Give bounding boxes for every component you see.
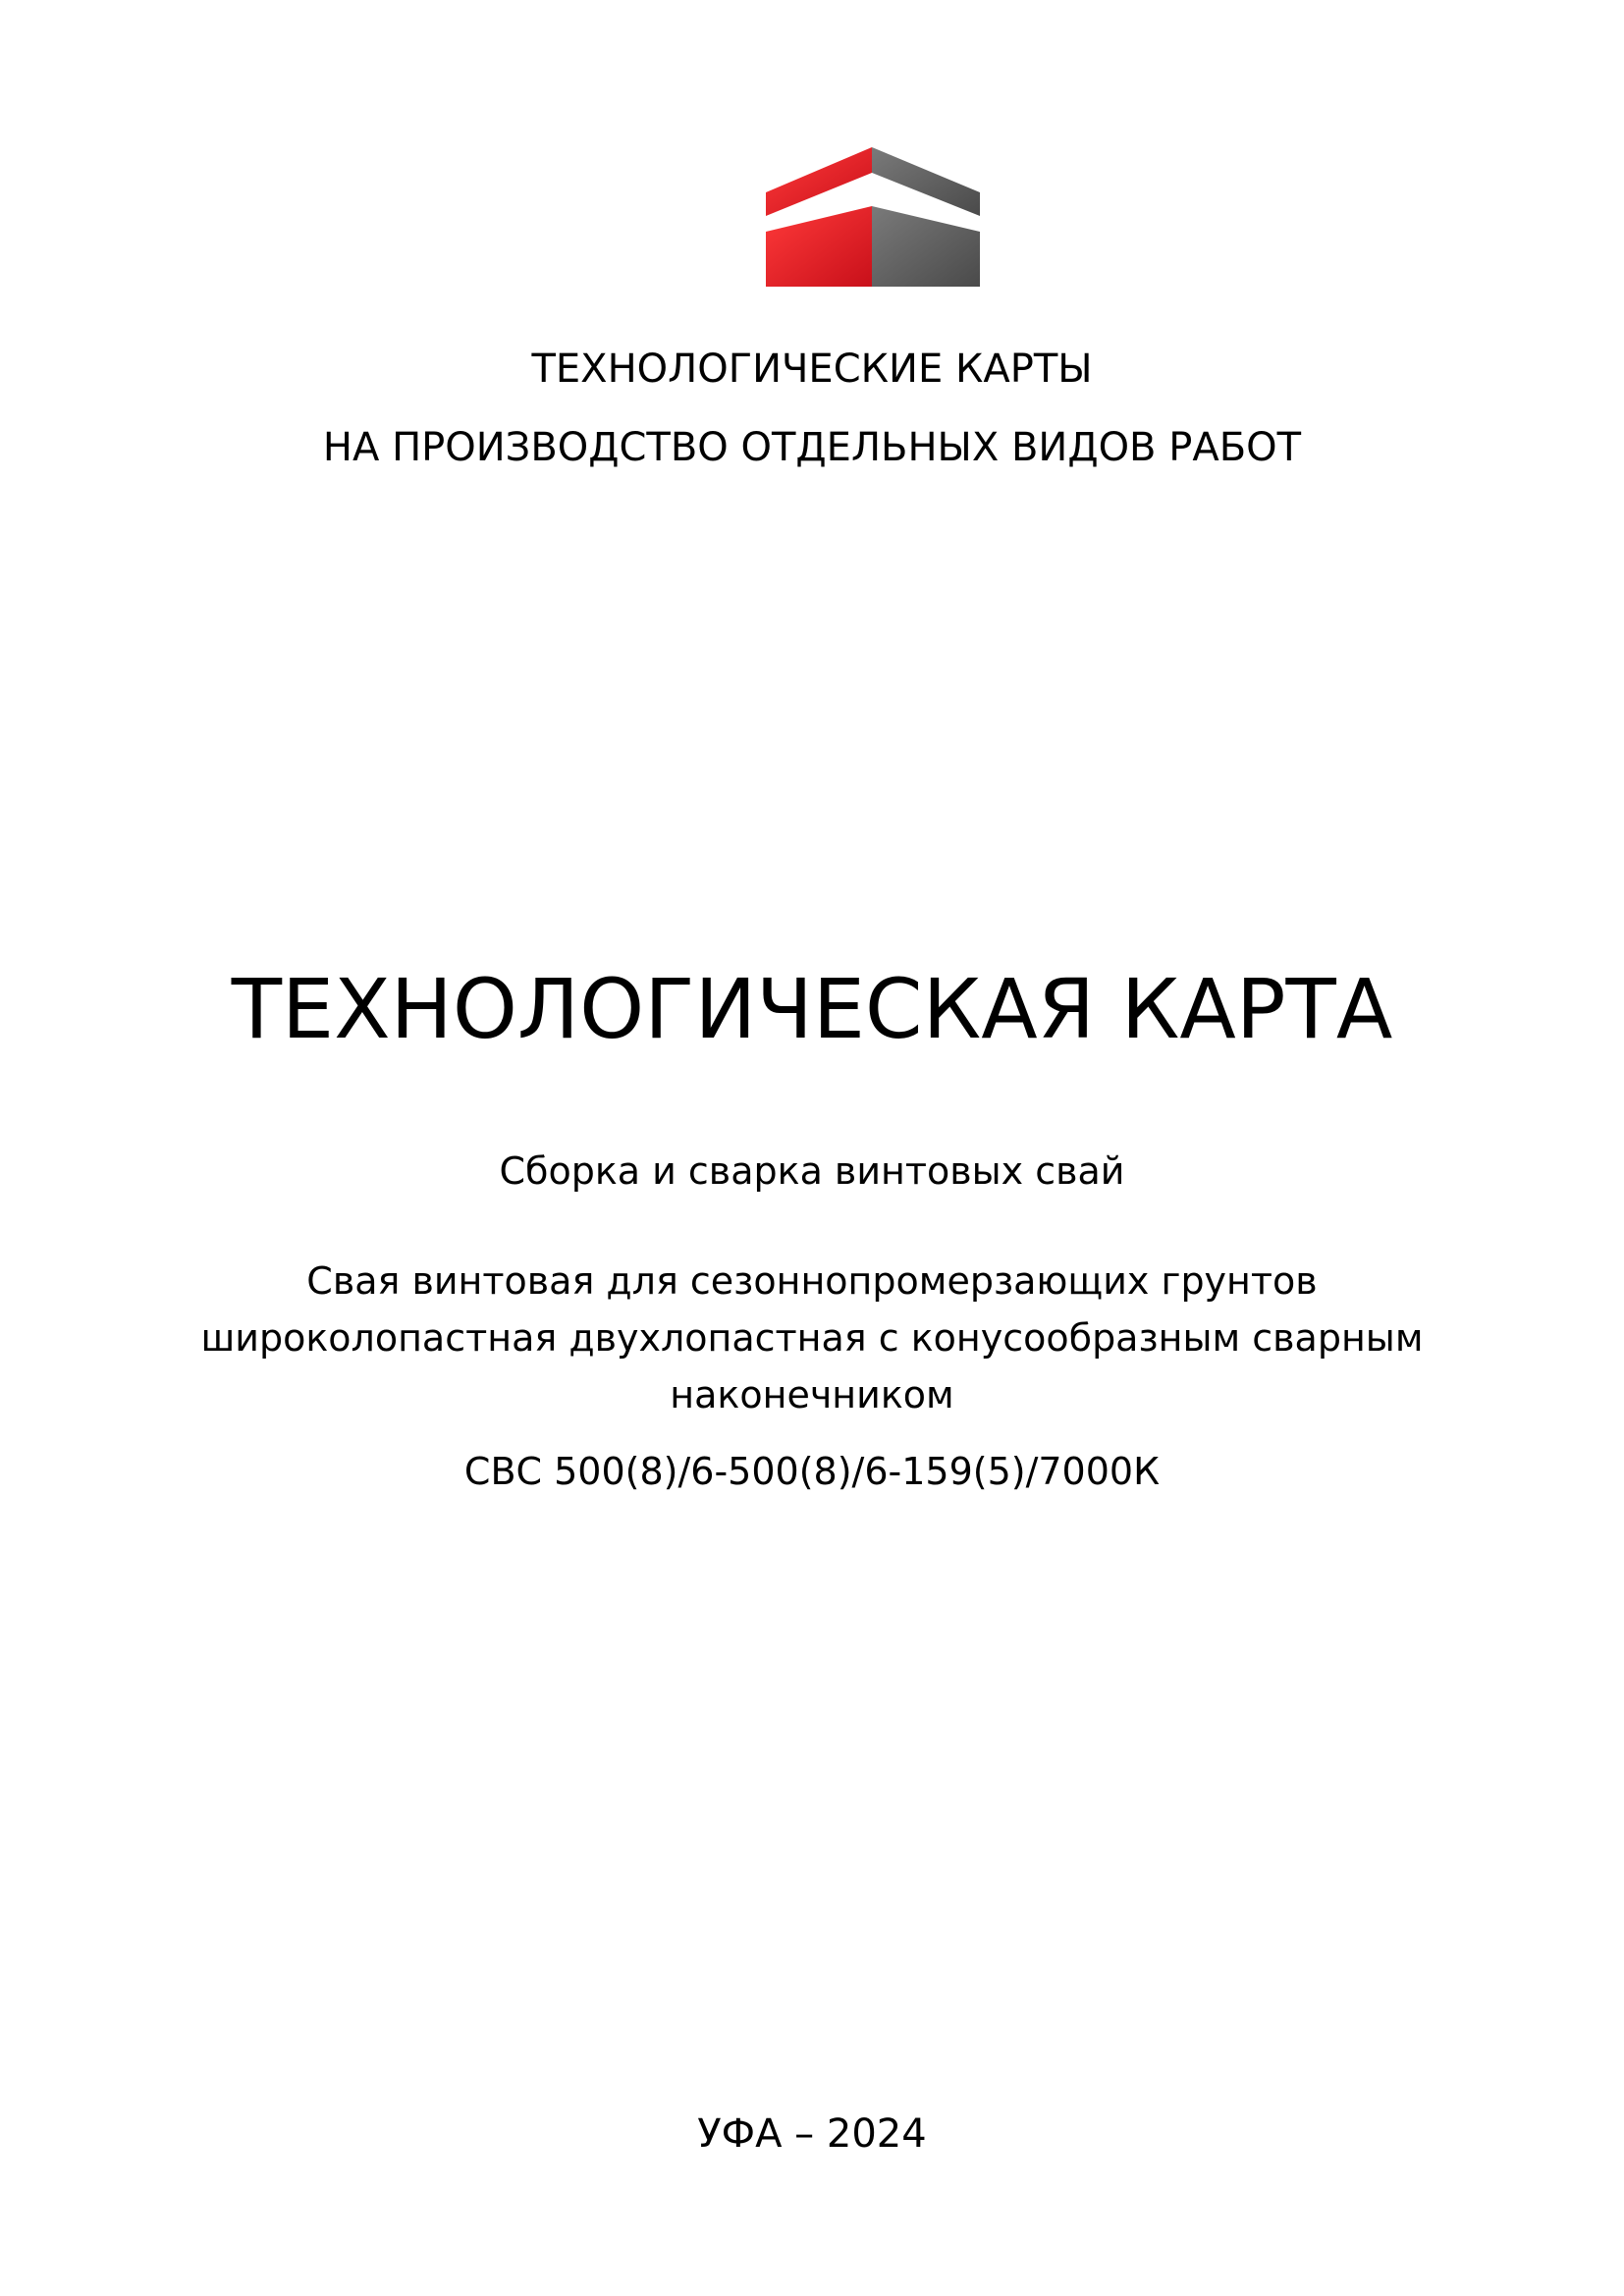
logo-roof-gray (872, 147, 980, 216)
series-title-line-1: ТЕХНОЛОГИЧЕСКИЕ КАРТЫ (531, 347, 1093, 392)
document-title: ТЕХНОЛОГИЧЕСКАЯ КАРТА (231, 961, 1393, 1057)
description-line-2: широколопастная двухлопастная с конусообразным сварным (200, 1316, 1424, 1360)
product-code: СВС 500(8)/6-500(8)/6-159(5)/7000К (463, 1450, 1161, 1493)
description-line-3: наконечником (670, 1373, 954, 1416)
series-title-line-2: НА ПРОИЗВОДСТВО ОТДЕЛЬНЫХ ВИДОВ РАБОТ (322, 425, 1302, 470)
company-logo (766, 145, 980, 287)
logo-roof-red (766, 147, 872, 216)
description-line-1: Свая винтовая для сезоннопромерзающих грунтов (306, 1259, 1318, 1303)
logo-wall-gray (872, 206, 980, 287)
document-subtitle: Сборка и сварка винтовых свай (499, 1149, 1125, 1193)
city-year: УФА – 2024 (697, 2111, 927, 2157)
logo-wall-red (766, 206, 872, 287)
